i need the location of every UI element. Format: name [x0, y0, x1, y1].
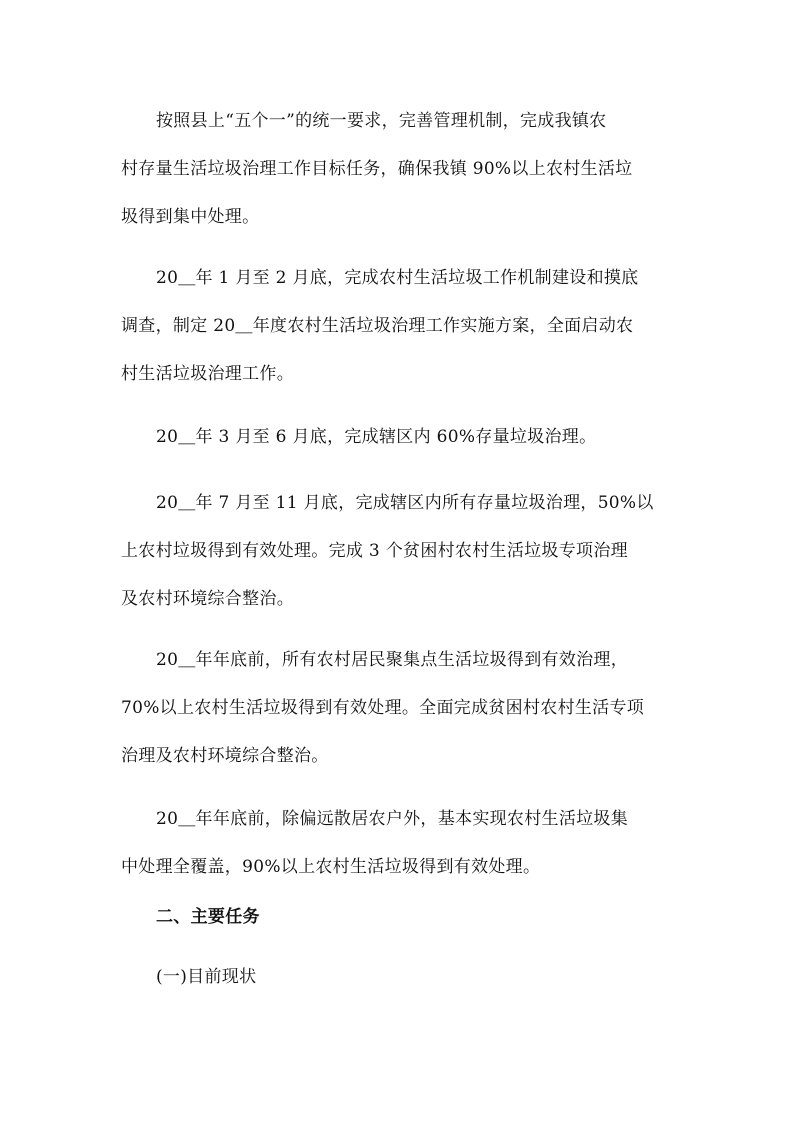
- subsection-heading-text: (一)目前现状: [156, 967, 257, 987]
- section-heading: [121, 893, 681, 941]
- text-line: 20＿年 7 月至 11 月底，完成辖区内所有存量垃圾治理，50%以: [156, 493, 654, 513]
- text-line: 20＿年年底前，所有农村居民聚集点生活垃圾得到有效治理，: [156, 650, 629, 670]
- text-line: 20＿年年底前，除偏远散居农户外，基本实现农村生活垃圾集: [156, 809, 629, 829]
- text-line: 20＿年 1 月至 2 月底，完成农村生活垃圾工作机制建设和摸底: [156, 268, 639, 288]
- paragraph-phase-3: [121, 479, 681, 623]
- text-line: 按照县上“五个一”的统一要求，完善管理机制，完成我镇农: [156, 111, 607, 131]
- section-heading-text: 二、主要任务: [156, 907, 260, 927]
- text-line: 圾得到集中处理。: [121, 207, 260, 227]
- text-line: 村生活垃圾治理工作。: [121, 364, 294, 384]
- text-line: 中处理全覆盖，90%以上农村生活垃圾得到有效处理。: [121, 857, 541, 877]
- paragraph-phase-5: [121, 795, 681, 891]
- text-line: 70%以上农村生活垃圾得到有效处理。全面完成贫困村农村生活专项: [121, 698, 645, 718]
- text-line: 调查，制定 20＿年度农村生活垃圾治理工作实施方案，全面启动农: [121, 316, 634, 336]
- paragraph-goal: [121, 97, 681, 241]
- paragraph-phase-1: [121, 254, 681, 398]
- text-line: 及农村环境综合整治。: [121, 589, 294, 609]
- paragraph-phase-2: [121, 413, 681, 461]
- text-line: 20＿年 3 月至 6 月底，完成辖区内 60%存量垃圾治理。: [156, 427, 597, 447]
- text-line: 上农村垃圾得到有效处理。完成 3 个贫困村农村生活垃圾专项治理: [121, 541, 628, 561]
- text-line: 村存量生活垃圾治理工作目标任务，确保我镇 90%以上农村生活垃: [121, 159, 633, 179]
- paragraph-phase-4: [121, 636, 681, 780]
- text-line: 治理及农村环境综合整治。: [121, 746, 329, 766]
- subsection-heading: [121, 953, 681, 1001]
